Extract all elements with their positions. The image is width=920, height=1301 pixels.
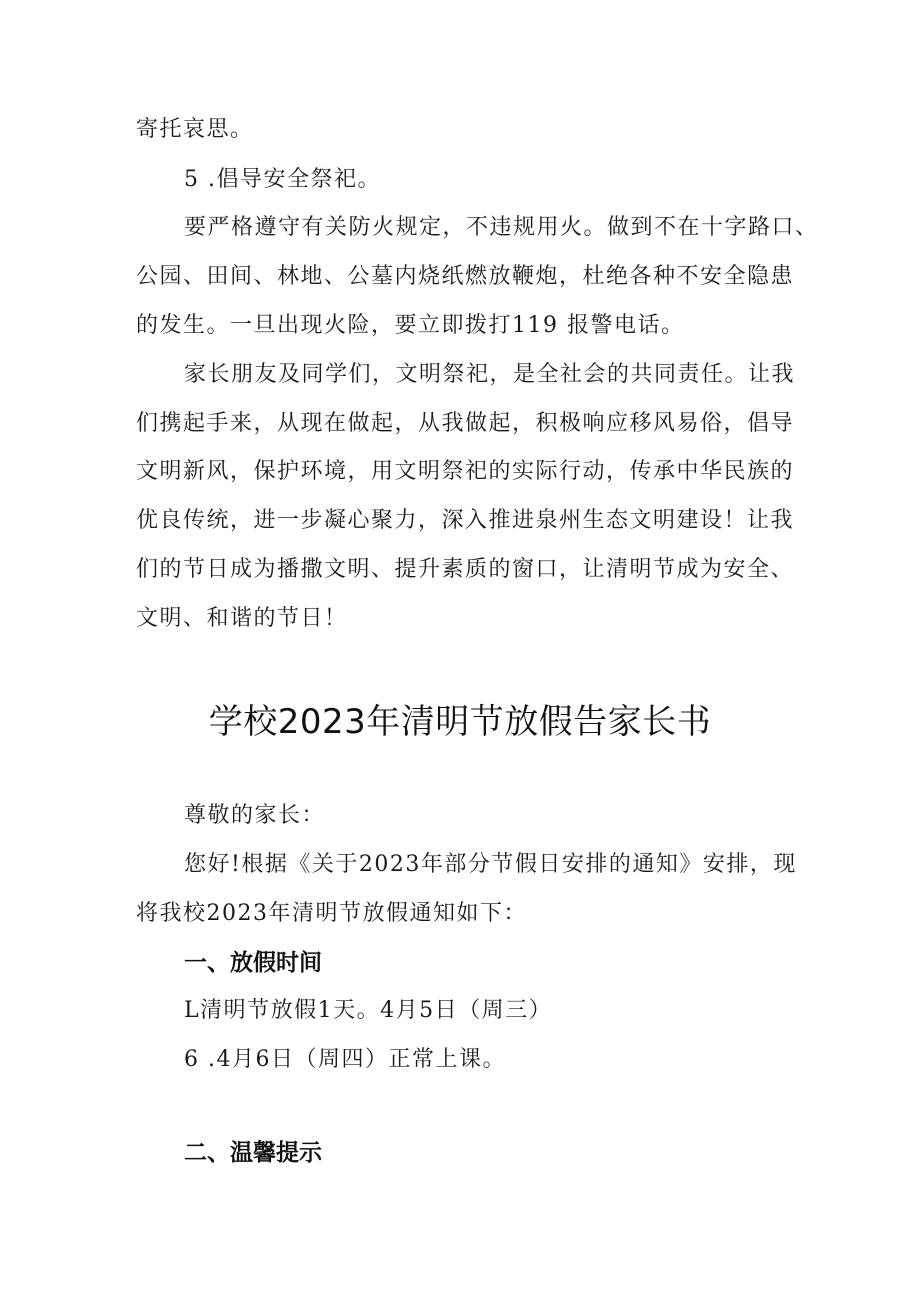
list-item-safe-sacrifice: 5 .倡导安全祭祀。 xyxy=(184,167,381,192)
intro-line: 您好!根据《关于2023年部分节假日安排的通知》安排，现 xyxy=(184,852,797,877)
paragraph-line: 寄托哀思。 xyxy=(136,117,254,142)
paragraph-line: 家长朋友及同学们，文明祭祀，是全社会的共同责任。让我 xyxy=(184,362,796,387)
paragraph-line: 的发生。一旦出现火险，要立即拨打119 报警电话。 xyxy=(136,313,685,338)
list-item: L清明节放假1天。4月5日（周三） xyxy=(184,998,553,1023)
paragraph-line: 文明新风，保护环境，用文明祭祀的实际行动，传承中华民族的 xyxy=(136,459,795,484)
salutation: 尊敬的家长： xyxy=(184,803,326,828)
section-heading-holiday-time: 一、放假时间 xyxy=(184,950,322,976)
paragraph-line: 要严格遵守有关防火规定，不违规用火。做到不在十字路口、 xyxy=(184,215,819,240)
paragraph-line: 公园、田间、林地、公墓内烧纸燃放鞭炮，杜绝各种不安全隐患 xyxy=(136,264,795,289)
paragraph-line: 们的节日成为播撒文明、提升素质的窗口，让清明节成为安全、 xyxy=(136,557,795,582)
paragraph-line: 文明、和谐的节日！ xyxy=(136,606,348,631)
paragraph-line: 们携起手来，从现在做起，从我做起，积极响应移风易俗，倡导 xyxy=(136,411,795,436)
section-heading-tips: 二、温馨提示 xyxy=(184,1140,322,1166)
paragraph-line: 优良传统，进一步凝心聚力，深入推进泉州生态文明建设！让我 xyxy=(136,508,795,533)
intro-line: 将我校2023年清明节放假通知如下： xyxy=(136,901,527,926)
letter-title: 学校2023年清明节放假告家长书 xyxy=(208,702,712,742)
list-item: 6 .4月6日（周四）正常上课。 xyxy=(184,1047,506,1072)
